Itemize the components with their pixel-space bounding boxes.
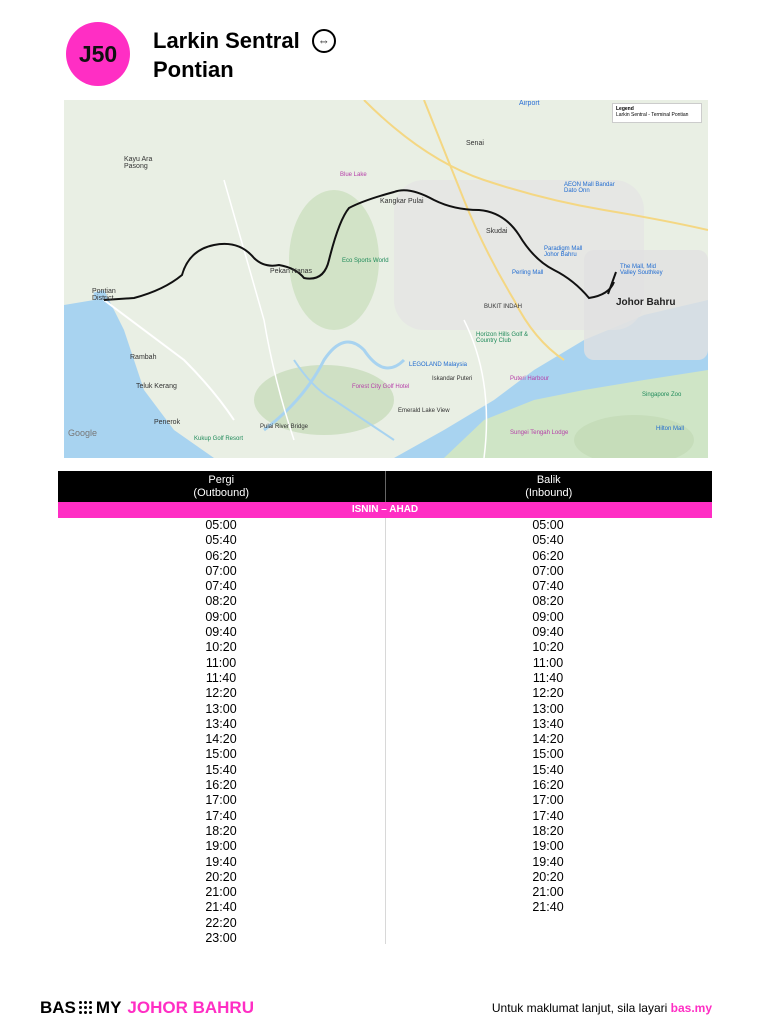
map-label-pontian: Pontian District	[92, 288, 116, 302]
map-poi-mid-valley[interactable]: The Mall, Mid Valley Southkey	[620, 264, 663, 276]
time-entry: 09:00	[205, 609, 237, 624]
time-entry: 11:40	[532, 670, 564, 685]
time-entry: 11:40	[205, 670, 237, 685]
map-label-teluk-kerang: Teluk Kerang	[136, 383, 177, 390]
inbound-header	[386, 471, 713, 502]
map-poi-sungei-tengah[interactable]: Sungei Tengah Lodge	[510, 430, 569, 436]
map-poi-paradigm[interactable]: Paradigm Mall Johor Bahru	[544, 246, 583, 258]
time-entry: 09:00	[532, 609, 564, 624]
google-logo: Google	[68, 428, 98, 438]
map-poi-legoland[interactable]: LEGOLAND Malaysia	[409, 362, 468, 368]
route-origin: Larkin Sentral	[153, 28, 300, 53]
time-entry: 07:40	[205, 579, 237, 594]
footer-link[interactable]: bas.my	[670, 1001, 712, 1015]
map-label-rambah: Rambah	[130, 354, 157, 361]
footer-info-text: Untuk maklumat lanjut, sila layari	[491, 1001, 668, 1015]
inbound-subtitle: (Inbound)	[525, 487, 573, 499]
time-entry: 21:40	[532, 900, 564, 915]
map-label-penerok: Penerok	[154, 419, 181, 426]
time-entry: 14:20	[205, 732, 237, 747]
time-entry: 07:00	[532, 563, 564, 578]
map-label-airport: Airport	[519, 100, 540, 107]
time-entry: 20:20	[532, 869, 564, 884]
map-label-senai: Senai	[466, 140, 484, 147]
time-entry: 19:00	[205, 839, 237, 854]
legend-item: Larkin Sentral - Terminal Pontian	[616, 112, 689, 118]
time-entry: 17:00	[205, 793, 237, 808]
time-entry: 14:20	[532, 732, 564, 747]
map-canvas	[64, 100, 708, 458]
time-entry: 06:20	[205, 548, 237, 563]
time-entry: 13:00	[532, 701, 564, 716]
logo-dots-icon	[78, 1000, 94, 1016]
time-entry: 09:40	[205, 625, 237, 640]
time-entry: 11:00	[205, 655, 237, 670]
logo-bas: BAS	[40, 998, 76, 1017]
time-entry: 13:40	[532, 716, 564, 731]
map-legend	[612, 103, 702, 123]
map-label-skudai: Skudai	[486, 228, 508, 235]
time-entry: 19:40	[532, 854, 564, 869]
legend-title: Legend	[616, 106, 634, 112]
map-label-kayu-ara: Kayu Ara Pasong	[124, 156, 153, 170]
time-entry: 07:00	[205, 563, 237, 578]
time-entry: 19:00	[532, 839, 564, 854]
time-entry: 08:20	[205, 594, 237, 609]
time-entry: 18:20	[532, 823, 564, 838]
route-badge	[66, 22, 130, 86]
time-entry: 20:20	[205, 869, 237, 884]
map-poi-forest-city[interactable]: Forest City Golf Hotel	[352, 384, 410, 390]
map-poi-perling[interactable]: Perling Mall	[512, 270, 544, 276]
map-poi-blue-lake[interactable]: Blue Lake	[340, 172, 367, 178]
map-label-bukit-indah: BUKIT INDAH	[484, 304, 522, 310]
time-entry: 13:40	[205, 716, 237, 731]
time-entry: 12:20	[532, 686, 564, 701]
outbound-times	[58, 518, 384, 946]
time-entry: 16:20	[205, 778, 237, 793]
time-entry: 22:20	[205, 915, 237, 930]
map-poi-emerald[interactable]: Emerald Lake View	[398, 408, 450, 414]
time-entry: 07:40	[532, 579, 564, 594]
bidirectional-arrows-icon: ⇔	[312, 29, 336, 53]
map-poi-kukup[interactable]: Kukup Golf Resort	[194, 436, 244, 442]
outbound-subtitle: (Outbound)	[193, 487, 250, 499]
time-entry: 10:20	[205, 640, 237, 655]
inbound-times	[385, 518, 711, 916]
time-entry: 19:40	[205, 854, 237, 869]
time-entry: 16:20	[532, 778, 564, 793]
time-entry: 21:00	[205, 885, 237, 900]
time-entry: 17:00	[532, 793, 564, 808]
time-entry: 08:20	[532, 594, 564, 609]
time-entry: 21:00	[532, 885, 564, 900]
time-entry: 18:20	[205, 823, 237, 838]
time-entry: 13:00	[205, 701, 237, 716]
time-entry: 23:00	[205, 931, 237, 946]
time-entry: 15:00	[532, 747, 564, 762]
time-entry: 06:20	[532, 548, 564, 563]
day-band: ISNIN – AHAD	[58, 502, 712, 518]
time-entry: 15:40	[205, 762, 237, 777]
map-poi-pulai-bridge[interactable]: Pulai River Bridge	[260, 424, 309, 430]
route-map[interactable]	[64, 100, 708, 458]
time-entry: 10:20	[532, 640, 564, 655]
time-entry: 05:40	[205, 533, 237, 548]
map-label-johor-bahru: Johor Bahru	[616, 297, 676, 308]
map-label-pekan-nanas: Pekan Nanas	[270, 268, 313, 275]
map-poi-puteri-harbour[interactable]: Puteri Harbour	[510, 376, 550, 382]
map-poi-singapore-zoo[interactable]: Singapore Zoo	[642, 392, 682, 398]
inbound-title: Balik	[536, 474, 561, 486]
time-entry: 05:00	[532, 518, 564, 532]
route-title	[153, 26, 336, 84]
map-label-iskandar: Iskandar Puteri	[432, 376, 473, 382]
logo-my: MY	[95, 998, 122, 1017]
outbound-title: Pergi	[208, 474, 235, 486]
route-destination: Pontian	[153, 57, 234, 82]
route-code: J50	[78, 40, 118, 67]
map-poi-horizon-hills[interactable]: Horizon Hills Golf & Country Club	[476, 332, 529, 344]
time-entry: 21:40	[205, 900, 237, 915]
logo-city: JOHOR BAHRU	[127, 998, 254, 1017]
footer-info	[492, 1001, 712, 1015]
time-entry: 09:40	[532, 625, 564, 640]
outbound-header	[58, 471, 385, 502]
time-entry: 15:40	[532, 762, 564, 777]
map-poi-hilton[interactable]: Hilton Mall	[656, 426, 685, 432]
time-entry: 05:40	[532, 533, 564, 548]
time-entry: 12:20	[205, 686, 237, 701]
map-poi-eco-sports[interactable]: Eco Sports World	[342, 258, 389, 264]
time-entry: 11:00	[532, 655, 564, 670]
basmy-logo	[40, 998, 254, 1018]
time-entry: 05:00	[205, 518, 237, 532]
map-poi-aeon[interactable]: AEON Mall Bandar Dato Onn	[564, 182, 615, 194]
time-entry: 15:00	[205, 747, 237, 762]
time-entry: 17:40	[532, 808, 564, 823]
map-label-kangkar-pulai: Kangkar Pulai	[380, 198, 424, 205]
time-entry: 17:40	[205, 808, 237, 823]
timetable-header	[58, 471, 712, 502]
